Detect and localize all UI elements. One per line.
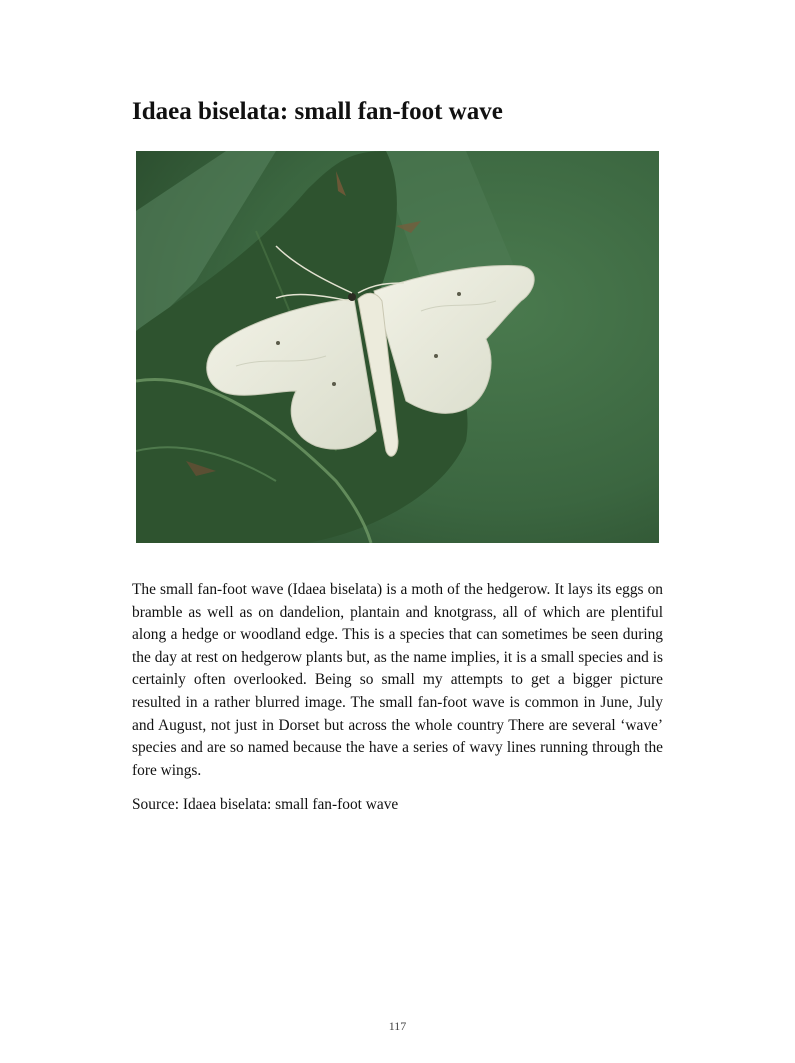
body-paragraph: The small fan-foot wave (Idaea biselata) is a moth of the hedgerow. It lays its eggs on bramble as well as on dandelion, plantain and knotgrass, all of which are plentiful along a hedge or woodland edge. This is a species that can sometimes be seen during the day at rest on hedgerow plants but, as the name implies, it is a small species and is certainly often overlooked. Being so small my attempts to get a bigger picture resulted in a rather blurred image. The small fan-foot wave is common in June, July and August, not just in Dorset but across the whole country There are several ‘wave’ species and are so named because the have a series of wavy lines running through the fore wings. xyxy=(132,581,663,779)
page-title: Idaea biselata: small fan-foot wave xyxy=(132,98,503,125)
source-citation: Source: Idaea biselata: small fan-foot wave xyxy=(132,796,399,813)
page-number: 117 xyxy=(388,1019,407,1033)
moth-photo xyxy=(136,151,659,543)
